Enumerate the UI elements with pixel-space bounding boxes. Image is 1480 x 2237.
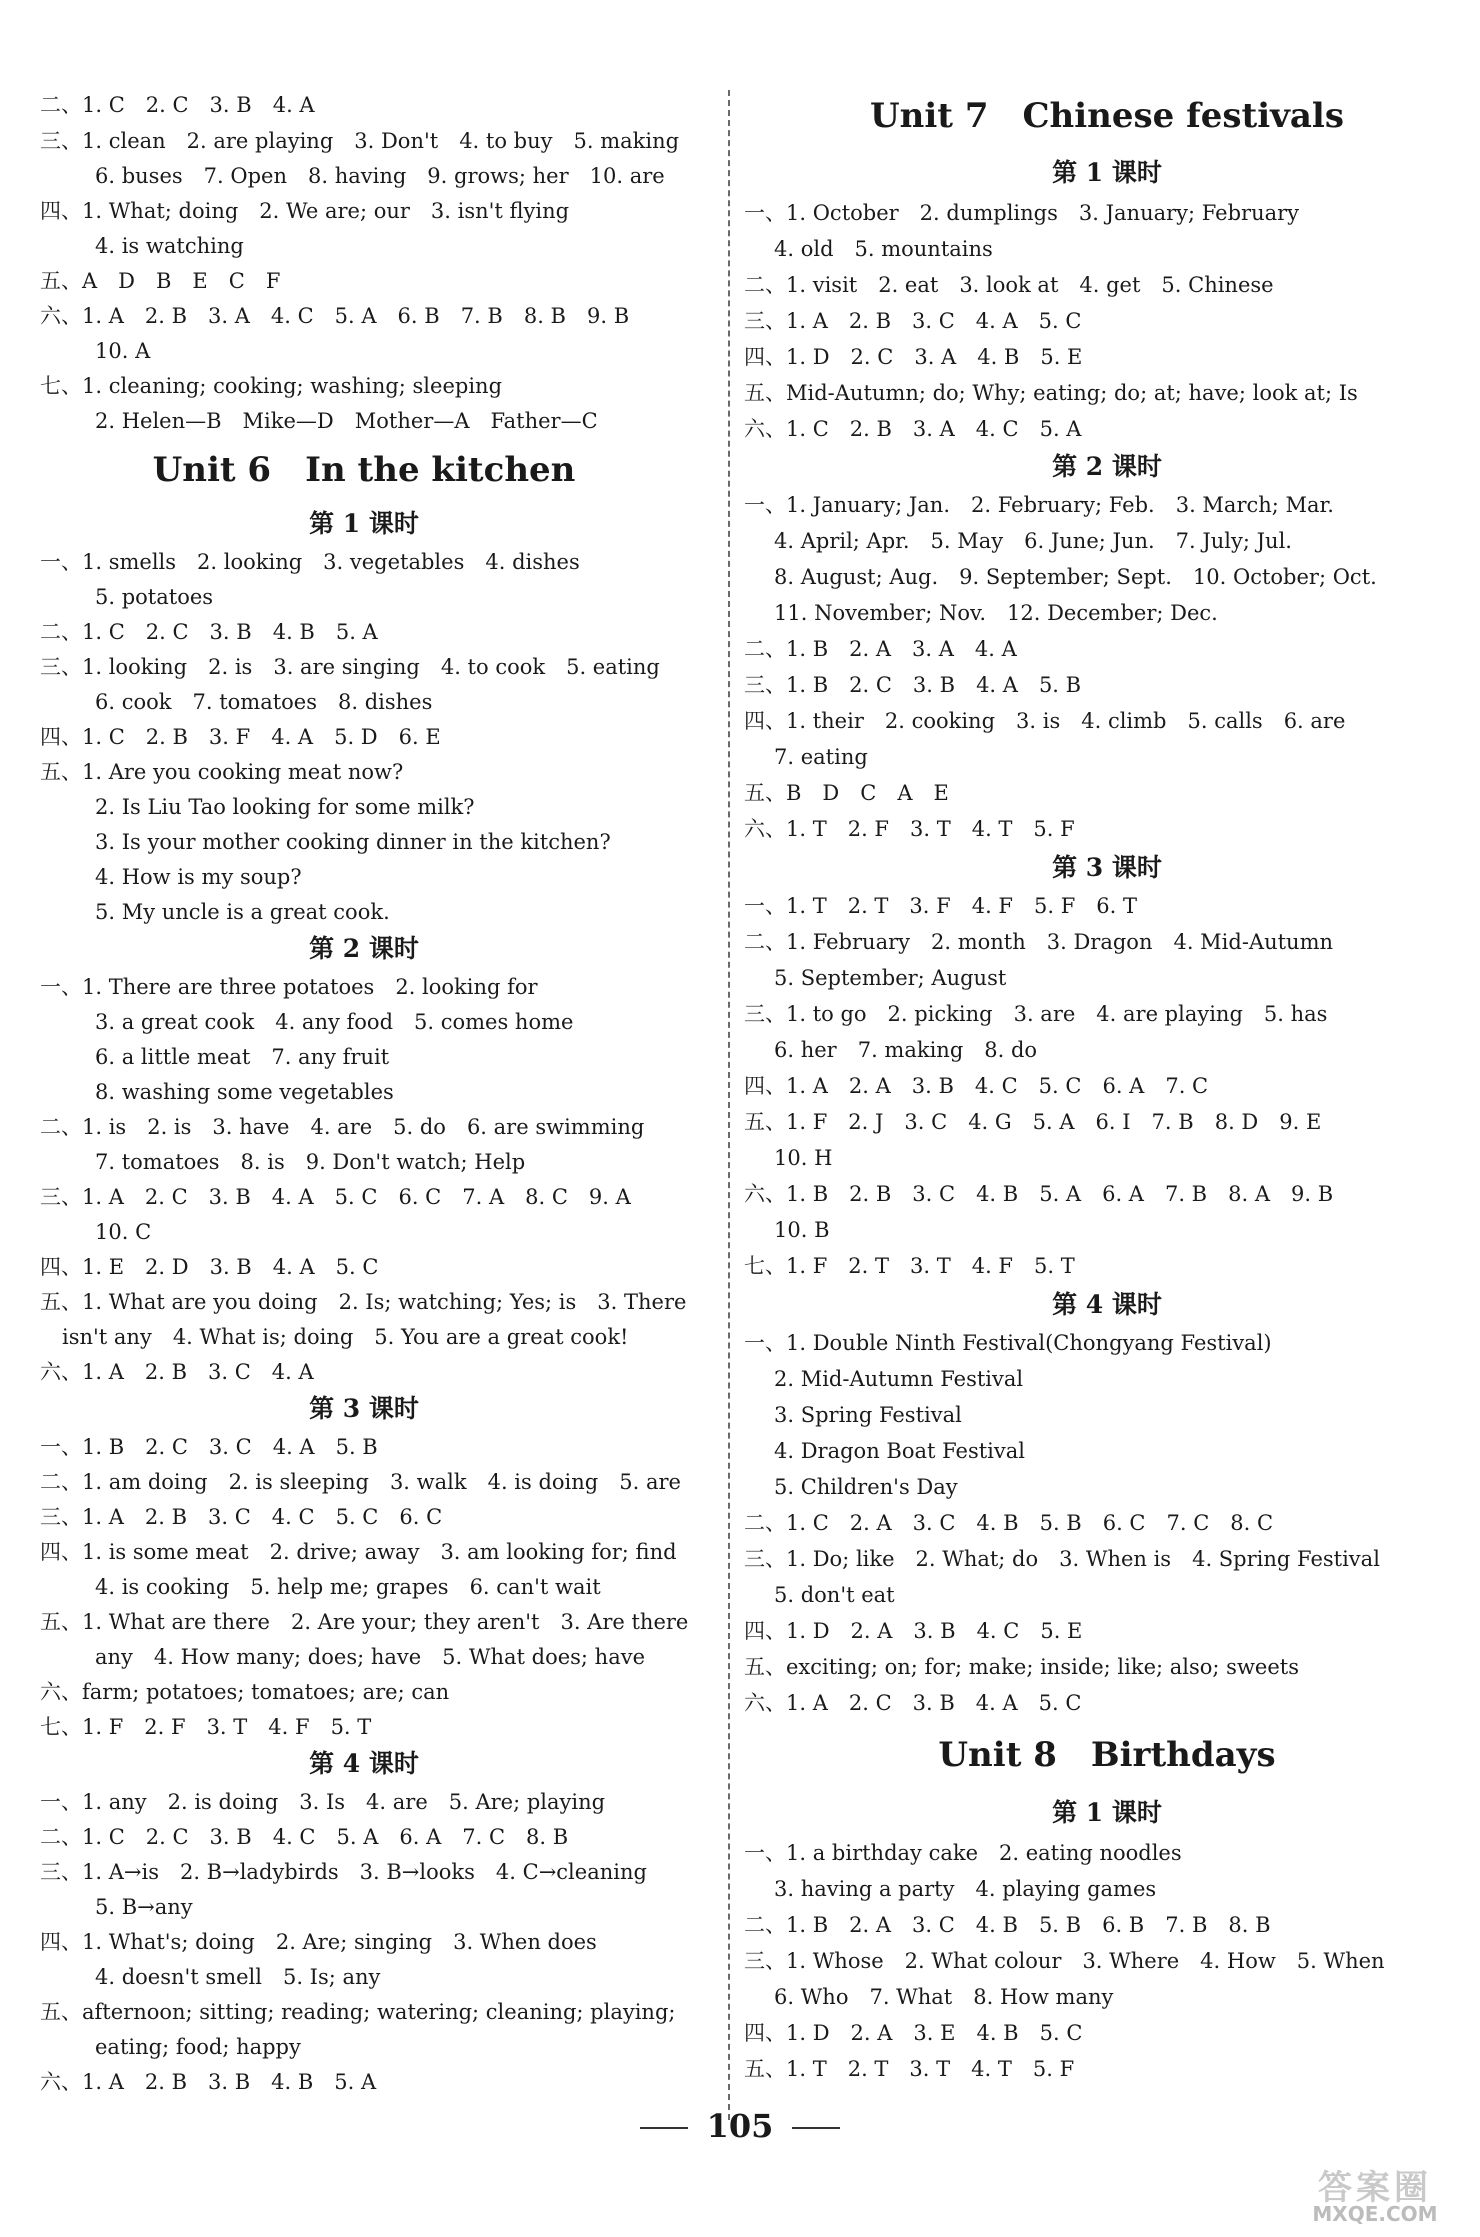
answer-line: 六、1. A 2. B 3. B 4. B 5. A — [40, 2070, 377, 2094]
answer-line: 一、1. January; Jan. 2. February; Feb. 3. March; Mar. — [744, 493, 1334, 517]
answer-line: 3. a great cook 4. any food 5. comes home — [95, 1010, 574, 1034]
page-number: 105 — [706, 2107, 774, 2145]
answer-line: 三、1. B 2. C 3. B 4. A 5. B — [744, 673, 1082, 697]
answer-line: 五、afternoon; sitting; reading; watering; cleaning; playing; — [40, 2000, 676, 2024]
answer-line: 二、1. B 2. A 3. C 4. B 5. B 6. B 7. B 8. B — [744, 1913, 1271, 1937]
answer-line: 6. cook 7. tomatoes 8. dishes — [95, 690, 433, 714]
answer-line: 五、1. F 2. J 3. C 4. G 5. A 6. I 7. B 8. D 9. E — [744, 1110, 1322, 1134]
answer-line: 一、1. Double Ninth Festival(Chongyang Festival) — [744, 1331, 1272, 1355]
lesson-heading: 第 3 课时 — [309, 1394, 419, 1423]
site-watermark — [1290, 2160, 1460, 2230]
answer-line: 三、1. clean 2. are playing 3. Don't 4. to buy 5. making — [40, 129, 680, 153]
answer-line: 三、1. A 2. B 3. C 4. C 5. C 6. C — [40, 1505, 443, 1529]
answer-line: 四、1. What's; doing 2. Are; singing 3. When does — [40, 1930, 597, 1954]
answer-line: 二、1. C 2. C 3. B 4. C 5. A 6. A 7. C 8. B — [40, 1825, 569, 1849]
answer-line: 二、1. is 2. is 3. have 4. are 5. do 6. are swimming — [40, 1115, 645, 1139]
answer-line: 11. November; Nov. 12. December; Dec. — [774, 601, 1218, 625]
lesson-heading: 第 1 课时 — [1052, 1798, 1162, 1827]
answer-line: 3. Spring Festival — [774, 1403, 962, 1427]
answer-line: 一、1. B 2. C 3. C 4. A 5. B — [40, 1435, 378, 1459]
answer-line: isn't any 4. What is; doing 5. You are a great cook! — [62, 1325, 629, 1349]
answer-line: 四、1. is some meat 2. drive; away 3. am looking for; find — [40, 1540, 677, 1564]
answer-line: 7. eating — [774, 745, 868, 769]
answer-line: 10. B — [774, 1218, 830, 1242]
answer-line: 六、1. T 2. F 3. T 4. T 5. F — [744, 817, 1075, 841]
answer-line: 一、1. smells 2. looking 3. vegetables 4. dishes — [40, 550, 580, 574]
column-divider — [728, 90, 730, 2120]
answer-line: 四、1. C 2. B 3. F 4. A 5. D 6. E — [40, 725, 441, 749]
answer-line: 10. H — [774, 1146, 833, 1170]
answer-line: 六、1. A 2. C 3. B 4. A 5. C — [744, 1691, 1082, 1715]
answer-line: 6. her 7. making 8. do — [774, 1038, 1038, 1062]
watermark-logo: 答案圈 — [1318, 2168, 1432, 2208]
lesson-heading: 第 1 课时 — [1052, 158, 1162, 187]
answer-line: any 4. How many; does; have 5. What does; have — [95, 1645, 646, 1669]
lesson-heading: 第 4 课时 — [309, 1749, 419, 1778]
answer-line: 五、B D C A E — [744, 781, 949, 805]
answer-line: 5. potatoes — [95, 585, 214, 609]
answer-line: 2. Mid-Autumn Festival — [774, 1367, 1024, 1391]
lesson-heading: 第 2 课时 — [1052, 452, 1162, 481]
answer-line: 2. Is Liu Tao looking for some milk? — [95, 795, 475, 819]
answer-line: 四、1. D 2. A 3. E 4. B 5. C — [744, 2021, 1083, 2045]
answer-line: 六、1. A 2. B 3. A 4. C 5. A 6. B 7. B 8. B 9. B — [40, 304, 630, 328]
answer-line: 五、1. Are you cooking meat now? — [40, 760, 404, 784]
answer-line: 一、1. a birthday cake 2. eating noodles — [744, 1841, 1182, 1865]
answer-line: 二、1. B 2. A 3. A 4. A — [744, 637, 1017, 661]
answer-line: 5. September; August — [774, 966, 1007, 990]
answer-line: 8. washing some vegetables — [95, 1080, 394, 1104]
answer-line: 三、1. A→is 2. B→ladybirds 3. B→looks 4. C→cleaning — [40, 1860, 647, 1884]
answer-line: 七、1. cleaning; cooking; washing; sleeping — [40, 374, 503, 398]
answer-line: 五、1. T 2. T 3. T 4. T 5. F — [744, 2057, 1075, 2081]
unit-heading: Unit 8 Birthdays — [938, 1735, 1276, 1775]
answer-line: 一、1. There are three potatoes 2. looking for — [40, 975, 538, 999]
answer-line: 三、1. to go 2. picking 3. are 4. are playing 5. has — [744, 1002, 1328, 1026]
answer-line: 4. How is my soup? — [95, 865, 302, 889]
answer-line: 四、1. A 2. A 3. B 4. C 5. C 6. A 7. C — [744, 1074, 1209, 1098]
answer-line: 4. is watching — [95, 234, 244, 258]
answer-line: 四、1. D 2. A 3. B 4. C 5. E — [744, 1619, 1083, 1643]
answer-line: 2. Helen—B Mike—D Mother—A Father—C — [95, 409, 598, 433]
answer-line: 三、1. Whose 2. What colour 3. Where 4. How 5. When — [744, 1949, 1385, 1973]
answer-line: 6. a little meat 7. any fruit — [95, 1045, 390, 1069]
answer-line: 一、1. any 2. is doing 3. Is 4. are 5. Are; playing — [40, 1790, 606, 1814]
lesson-heading: 第 2 课时 — [309, 934, 419, 963]
answer-line: 4. Dragon Boat Festival — [774, 1439, 1025, 1463]
answer-line: 5. Children's Day — [774, 1475, 958, 1499]
answer-line: 10. C — [95, 1220, 152, 1244]
answer-line: 6. buses 7. Open 8. having 9. grows; her 10. are — [95, 164, 665, 188]
answer-line: 7. tomatoes 8. is 9. Don't watch; Help — [95, 1150, 526, 1174]
answer-line: eating; food; happy — [95, 2035, 301, 2059]
answer-line: 五、Mid-Autumn; do; Why; eating; do; at; have; look at; Is — [744, 381, 1358, 405]
answer-line: 一、1. T 2. T 3. F 4. F 5. F 6. T — [744, 894, 1138, 918]
answer-line: 五、A D B E C F — [40, 269, 281, 293]
unit-heading: Unit 6 In the kitchen — [152, 450, 576, 490]
answer-line: 二、1. February 2. month 3. Dragon 4. Mid-Autumn — [744, 930, 1334, 954]
answer-line: 五、1. What are you doing 2. Is; watching; Yes; is 3. There — [40, 1290, 687, 1314]
answer-line: 六、1. B 2. B 3. C 4. B 5. A 6. A 7. B 8. A 9. B — [744, 1182, 1334, 1206]
answer-line: 四、1. What; doing 2. We are; our 3. isn't flying — [40, 199, 570, 223]
answer-line: 二、1. C 2. A 3. C 4. B 5. B 6. C 7. C 8. C — [744, 1511, 1274, 1535]
answer-line: 四、1. their 2. cooking 3. is 4. climb 5. calls 6. are — [744, 709, 1346, 733]
answer-line: 8. August; Aug. 9. September; Sept. 10. October; Oct. — [774, 565, 1377, 589]
unit-heading: Unit 7 Chinese festivals — [869, 96, 1344, 136]
answer-line: 五、1. What are there 2. Are your; they aren't 3. Are there — [40, 1610, 689, 1634]
answer-line: 四、1. D 2. C 3. A 4. B 5. E — [744, 345, 1083, 369]
answer-line: 六、1. A 2. B 3. C 4. A — [40, 1360, 314, 1384]
answer-line: 三、1. looking 2. is 3. are singing 4. to cook 5. eating — [40, 655, 660, 679]
answer-line: 4. old 5. mountains — [774, 237, 993, 261]
answer-line: 二、1. C 2. C 3. B 4. A — [40, 93, 315, 117]
answer-line: 四、1. E 2. D 3. B 4. A 5. C — [40, 1255, 379, 1279]
answer-line: 5. B→any — [95, 1895, 193, 1919]
watermark-url: MXQE.COM — [1312, 2202, 1438, 2226]
answer-line: 七、1. F 2. F 3. T 4. F 5. T — [40, 1715, 372, 1739]
answer-line: 五、exciting; on; for; make; inside; like; also; sweets — [744, 1655, 1300, 1679]
answer-line: 3. Is your mother cooking dinner in the kitchen? — [95, 830, 611, 854]
answer-line: 4. is cooking 5. help me; grapes 6. can't wait — [95, 1575, 601, 1599]
answer-line: 三、1. A 2. B 3. C 4. A 5. C — [744, 309, 1082, 333]
answer-line: 三、1. A 2. C 3. B 4. A 5. C 6. C 7. A 8. C 9. A — [40, 1185, 631, 1209]
answer-line: 六、1. C 2. B 3. A 4. C 5. A — [744, 417, 1082, 441]
answer-line: 一、1. October 2. dumplings 3. January; February — [744, 201, 1300, 225]
answer-line: 5. My uncle is a great cook. — [95, 900, 390, 924]
answer-line: 4. April; Apr. 5. May 6. June; Jun. 7. July; Jul. — [774, 529, 1292, 553]
answer-line: 二、1. C 2. C 3. B 4. B 5. A — [40, 620, 378, 644]
answer-line: 二、1. visit 2. eat 3. look at 4. get 5. Chinese — [744, 273, 1274, 297]
answer-line: 10. A — [95, 339, 151, 363]
lesson-heading: 第 1 课时 — [309, 509, 419, 538]
answer-line: 三、1. Do; like 2. What; do 3. When is 4. Spring Festival — [744, 1547, 1380, 1571]
lesson-heading: 第 4 课时 — [1052, 1290, 1162, 1319]
answer-line: 5. don't eat — [774, 1583, 895, 1607]
answer-line: 二、1. am doing 2. is sleeping 3. walk 4. is doing 5. are — [40, 1470, 681, 1494]
lesson-heading: 第 3 课时 — [1052, 853, 1162, 882]
answer-line: 6. Who 7. What 8. How many — [774, 1985, 1114, 2009]
answer-line: 六、farm; potatoes; tomatoes; are; can — [40, 1680, 450, 1704]
answer-line: 4. doesn't smell 5. Is; any — [95, 1965, 381, 1989]
answer-line: 七、1. F 2. T 3. T 4. F 5. T — [744, 1254, 1075, 1278]
answer-line: 3. having a party 4. playing games — [774, 1877, 1157, 1901]
